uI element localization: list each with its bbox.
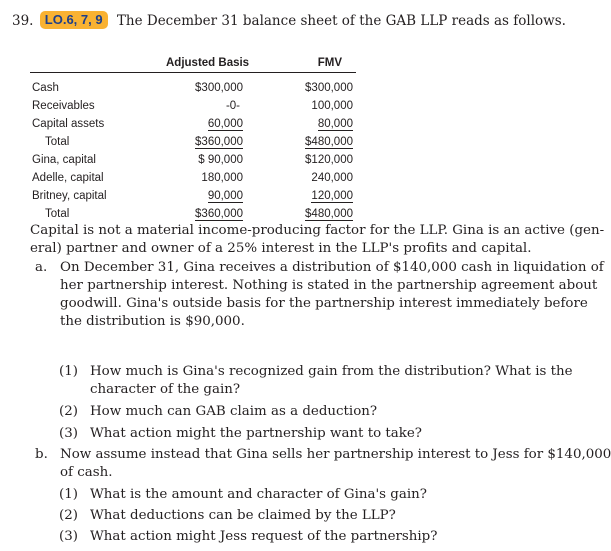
part-a-line: goodwill. Gina's outside basis for the partnership interest immediately before xyxy=(60,296,588,311)
paragraph-line: eral) partner and owner of a 25% interest in the LLP's profits and capital. xyxy=(30,241,532,256)
table-row xyxy=(30,100,356,118)
fmv-value: $480,000 xyxy=(305,136,353,148)
question-line: What action might the partnership want to take? xyxy=(90,426,422,441)
fmv-value: $300,000 xyxy=(305,82,353,94)
learning-objective-badge: LO.6, 7, 9 xyxy=(40,11,108,29)
adjusted-basis-value: $360,000 xyxy=(195,208,243,220)
question-label: (1) xyxy=(59,487,78,502)
part-a-line: On December 31, Gina receives a distribution of $140,000 cash in liquidation of xyxy=(60,260,604,275)
row-label: Total xyxy=(45,208,70,220)
part-a-line: the distribution is $90,000. xyxy=(60,314,245,329)
adjusted-basis-value: $300,000 xyxy=(195,82,243,94)
question-label: (1) xyxy=(59,364,78,379)
adjusted-basis-value: -0- xyxy=(225,100,240,112)
question-line: How much can GAB claim as a deduction? xyxy=(90,404,378,419)
table-row xyxy=(30,118,356,136)
question-line: What action might Jess request of the partnership? xyxy=(90,529,438,544)
question-line: What deductions can be claimed by the LLP? xyxy=(90,508,396,523)
row-label: Receivables xyxy=(32,100,95,112)
problem-intro: The December 31 balance sheet of the GAB LLP reads as follows. xyxy=(116,13,566,29)
col-header-adjusted-basis: Adjusted Basis xyxy=(166,57,250,69)
adjusted-basis-value: 180,000 xyxy=(201,172,243,184)
table-row xyxy=(30,136,356,154)
col-header-fmv: FMV xyxy=(317,57,342,69)
fmv-value: $480,000 xyxy=(305,208,353,220)
part-a-line: her partnership interest. Nothing is stated in the partnership agreement about xyxy=(60,278,598,293)
adjusted-basis-value: $ 90,000 xyxy=(198,154,243,166)
paragraph-line: Capital is not a material income-producing factor for the LLP. Gina is an active (gen- xyxy=(30,223,605,238)
table-row xyxy=(30,82,356,100)
question-label: (3) xyxy=(59,426,78,441)
part-b-label: b. xyxy=(35,447,48,462)
part-a-label: a. xyxy=(35,260,48,275)
question-line: character of the gain? xyxy=(90,382,241,397)
table-top-rule xyxy=(30,72,356,73)
row-label: Cash xyxy=(32,82,59,94)
row-label: Capital assets xyxy=(32,118,105,130)
fmv-value: 120,000 xyxy=(311,190,353,202)
table-row xyxy=(30,190,356,208)
fmv-value: $120,000 xyxy=(305,154,353,166)
part-b-line: of cash. xyxy=(60,465,113,480)
row-label: Adelle, capital xyxy=(32,172,104,184)
row-label: Gina, capital xyxy=(32,154,96,166)
part-b-line: Now assume instead that Gina sells her partnership interest to Jess for $140,000 xyxy=(60,447,611,462)
question-label: (2) xyxy=(59,404,78,419)
fmv-value: 100,000 xyxy=(311,100,353,112)
question-line: What is the amount and character of Gina's gain? xyxy=(90,487,427,502)
table-row xyxy=(30,172,356,190)
row-label: Total xyxy=(45,136,70,148)
problem-number: 39. xyxy=(12,13,34,29)
problem-header xyxy=(12,11,566,29)
table-row xyxy=(30,154,356,172)
question-label: (3) xyxy=(59,529,78,544)
adjusted-basis-value: 90,000 xyxy=(207,190,243,202)
question-label: (2) xyxy=(59,508,78,523)
fmv-value: 240,000 xyxy=(311,172,353,184)
row-label: Britney, capital xyxy=(32,190,107,202)
adjusted-basis-value: 60,000 xyxy=(207,118,243,130)
adjusted-basis-value: $360,000 xyxy=(195,136,243,148)
fmv-value: 80,000 xyxy=(317,118,353,130)
question-line: How much is Gina's recognized gain from the distribution? What is the xyxy=(90,364,573,379)
